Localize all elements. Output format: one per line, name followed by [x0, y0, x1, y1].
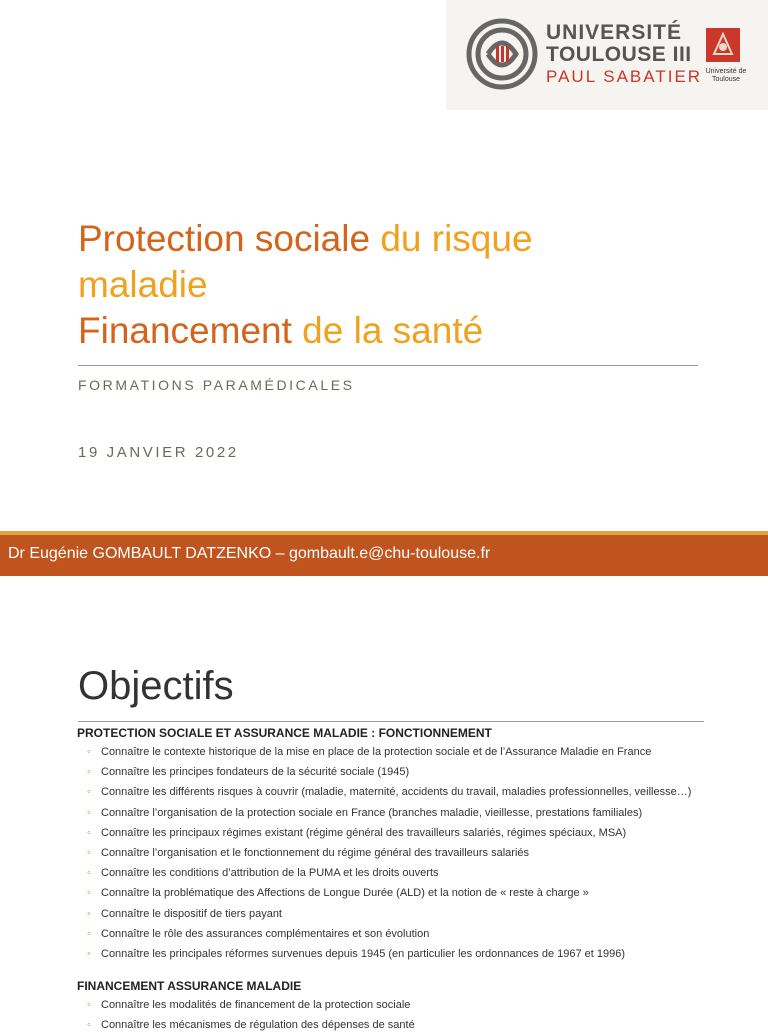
- title-divider: [78, 365, 698, 366]
- author-footer-bar: [0, 535, 768, 576]
- objectives-divider: [78, 721, 704, 722]
- list-item: ◦ Connaître les principaux régimes existant (régime général des travailleurs salariés, régimes spéciaux, MSA): [87, 823, 691, 843]
- section-heading-financement: FINANCEMENT ASSURANCE MALADIE: [77, 979, 302, 993]
- logo-line-toulouse: TOULOUSE III: [546, 43, 692, 66]
- list-item: ◦ Connaître les principes fondateurs de la sécurité sociale (1945): [87, 762, 691, 782]
- section1-list: [87, 742, 691, 964]
- title-part-3: maladie: [78, 264, 208, 305]
- subtitle: FORMATIONS PARAMÉDICALES: [78, 377, 355, 393]
- university-emblem-icon: [466, 18, 538, 90]
- presentation-title: [78, 216, 698, 354]
- list-item: ◦ Connaître les mécanismes de régulation des dépenses de santé: [87, 1015, 415, 1035]
- badge-caption: Université de Toulouse: [705, 68, 747, 83]
- objectives-slide: [0, 658, 768, 1032]
- title-part-4: Financement: [78, 310, 292, 351]
- title-part-1: Protection sociale: [78, 218, 371, 259]
- list-item: ◦ Connaître l’organisation et le fonctionnement du régime général des travailleurs salariés: [87, 843, 691, 863]
- university-logo: [446, 0, 768, 110]
- logo-line-universite: UNIVERSITÉ: [546, 21, 683, 44]
- objectives-title: Objectifs: [78, 664, 234, 708]
- section-heading-protection: PROTECTION SOCIALE ET ASSURANCE MALADIE : FONCTIONNEMENT: [77, 726, 492, 740]
- list-item: ◦ Connaître le rôle des assurances complémentaires et son évolution: [87, 924, 691, 944]
- list-item: ◦ Connaître l’organisation de la protection sociale en France (branches maladie, vieillesse, prestations familiales): [87, 803, 691, 823]
- author-contact: Dr Eugénie GOMBAULT DATZENKO – gombault.e@chu-toulouse.fr: [8, 545, 491, 562]
- logo-line-sabatier: PAUL SABATIER: [546, 67, 703, 86]
- presentation-date: 19 JANVIER 2022: [78, 444, 239, 461]
- list-item: ◦ Connaître le contexte historique de la mise en place de la protection sociale et de l’Assurance Maladie en France: [87, 742, 691, 762]
- title-part-5: de la santé: [291, 310, 484, 351]
- slide-gap: [0, 578, 768, 658]
- list-item: ◦ Connaître les conditions d’attribution de la PUMA et les droits ouverts: [87, 863, 691, 883]
- section2-list: [87, 995, 415, 1035]
- list-item: ◦ Connaître les principales réformes survenues depuis 1945 (en particulier les ordonnances de 1967 et 1996): [87, 944, 691, 964]
- list-item: ◦ Connaître la problématique des Affections de Longue Durée (ALD) et la notion de « reste à charge »: [87, 883, 691, 903]
- list-item: ◦ Connaître les modalités de financement de la protection sociale: [87, 995, 415, 1015]
- title-part-2: du risque: [370, 218, 533, 259]
- list-item: ◦ Connaître les différents risques à couvrir (maladie, maternité, accidents du travail, maladies professionnelles, veillesse…): [87, 782, 691, 802]
- universite-de-toulouse-badge-icon: [706, 28, 740, 62]
- list-item: ◦ Connaître le dispositif de tiers payant: [87, 904, 691, 924]
